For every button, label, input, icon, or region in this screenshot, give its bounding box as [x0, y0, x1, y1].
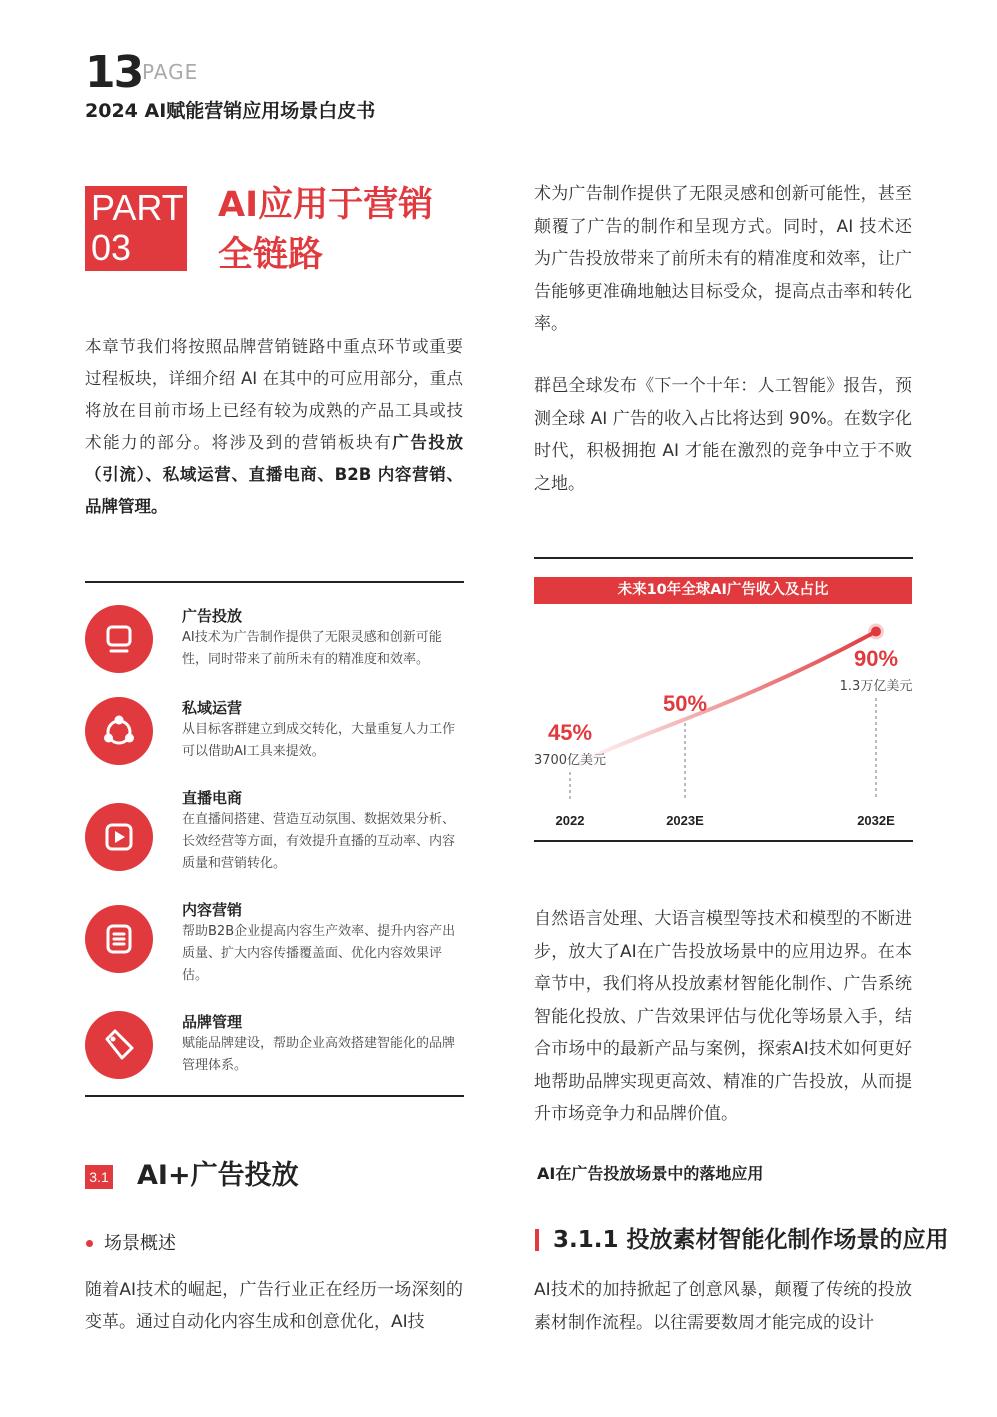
feature-desc: 帮助B2B企业提高内容生产效率、提升内容产出质量、扩大内容传播覆盖面、优化内容效果评估。: [182, 924, 456, 983]
subsection-title: [553, 1222, 949, 1258]
subsection-label: AI在广告投放场景中的落地应用: [537, 1164, 764, 1183]
divider-chart-top: [534, 557, 913, 559]
feature-circle: [85, 905, 153, 973]
feature-name: 直播电商: [182, 789, 243, 807]
year-label: 2022: [555, 813, 585, 828]
document-icon: [99, 919, 139, 959]
part-title: [218, 180, 478, 280]
part-title-line2: 全链路: [218, 235, 324, 275]
divider-top: [85, 581, 464, 583]
divider-chart-bottom: [534, 840, 913, 842]
feature-name: 私域运营: [182, 699, 243, 717]
right-paragraph-2: 群邑全球发布《下一个十年：人工智能》报告，预测全球 AI 广告的收入占比将达到 90%。在数字化时代，积极拥抱 AI 才能在激烈的竞争中立于不败之地。: [534, 376, 912, 494]
value-label: 50%: [662, 691, 708, 716]
chart-title: 未来10年全球AI广告收入及占比: [534, 577, 912, 604]
part-title-line1: AI应用于营销: [218, 185, 434, 225]
feature-live-commerce: [85, 787, 463, 877]
feature-desc: 在直播间搭建、营造互动氛围、数据效果分析、长效经营等方面，有效提升直播的互动率、内容质量和营销转化。: [182, 812, 456, 871]
value-label: 45%: [547, 720, 593, 745]
feature-name: 品牌管理: [182, 1013, 243, 1031]
page-label: PAGE: [142, 60, 199, 84]
part-label: PART: [91, 187, 184, 228]
divider-features-bottom: [85, 1095, 464, 1097]
value-label: 90%: [853, 646, 899, 671]
trend-line: [570, 632, 876, 769]
right-paragraph-3: 自然语言处理、大语言模型等技术和模型的不断进步，放大了AI在广告投放场景中的应用边界。在本章节中，我们将从投放素材智能化制作、广告系统智能化投放、广告效果评估与优化等场景入手，结合市场中的最新产品与案例，探索AI技术如何更好地帮助品牌实现更高效、精准的广告投放，从而提升市场竞争力和品牌价值。: [534, 909, 912, 1124]
book-title: 2024 AI赋能营销应用场景白皮书: [85, 100, 376, 122]
right-paragraph-4: AI技术的加持掀起了创意风暴，颠覆了传统的投放素材制作流程。以往需要数周才能完成的设计: [534, 1280, 912, 1333]
ai-ad-revenue-chart: [534, 604, 912, 834]
intro-text: 本章节我们将按照品牌营销链路中重点环节或重要过程板块，详细介绍 AI 在其中的可应用部分，重点将放在目前市场上已经有较为成熟的产品工具或技术能力的部分。将涉及到的营销板块有: [85, 337, 463, 452]
play-icon: [99, 817, 139, 857]
section-body: 随着AI技术的崛起，广告行业正在经历一场深刻的变革。通过自动化内容生成和创意优化，AI技: [85, 1280, 463, 1332]
page-number: 13: [85, 47, 143, 98]
tag-icon: [99, 1025, 139, 1065]
feature-circle: [85, 605, 153, 673]
section-number: 3.1: [85, 1165, 113, 1189]
right-paragraph-1: 术为广告制作提供了无限灵感和创新可能性，甚至颠覆了广告的制作和呈现方式。同时，AI 技术还为广告投放带来了前所未有的精准度和效率，让广告能够更准确地触达目标受众，提高点击率和转化率。: [534, 184, 912, 334]
feature-circle: [85, 803, 153, 871]
bullet-dot: [86, 1240, 93, 1247]
feature-private-domain: [85, 697, 463, 777]
feature-ad-placement: [85, 605, 463, 685]
bullet-heading: 场景概述: [104, 1233, 176, 1254]
feature-desc: 从目标客群建立到成交转化，大量重复人力工作可以借助AI工具来提效。: [182, 722, 456, 759]
feature-name: 内容营销: [182, 901, 243, 919]
amount-label: 1.3万亿美元: [839, 679, 912, 694]
section-title: AI+广告投放: [137, 1160, 299, 1191]
part-badge: [85, 186, 187, 271]
part-number: 03: [91, 227, 132, 268]
intro-paragraph: [85, 331, 463, 523]
feature-circle: [85, 1011, 153, 1079]
feature-brand-management: [85, 1011, 463, 1091]
feature-desc: AI技术为广告制作提供了无限灵感和创新可能性，同时带来了前所未有的精准度和效率。: [182, 630, 442, 667]
subsection-number: 3.1.1: [553, 1227, 619, 1253]
feature-content-marketing: [85, 899, 463, 989]
monitor-icon: [99, 619, 139, 659]
subsection-accent-bar: [535, 1229, 539, 1251]
year-label: 2023E: [666, 813, 704, 828]
intro-bold-text: 广告投放（引流）、私域运营、直播电商、B2B 内容营销、品牌管理。: [85, 433, 464, 516]
feature-circle: [85, 697, 153, 765]
feature-name: 广告投放: [182, 607, 243, 625]
feature-desc: 赋能品牌建设，帮助企业高效搭建智能化的品牌管理体系。: [182, 1036, 456, 1073]
endpoint-dot: [871, 627, 881, 637]
subsection-title-text: 投放素材智能化制作场景的应用: [626, 1227, 949, 1253]
community-icon: [99, 711, 139, 751]
year-label: 2032E: [857, 813, 895, 828]
amount-label: 3700亿美元: [534, 753, 607, 768]
